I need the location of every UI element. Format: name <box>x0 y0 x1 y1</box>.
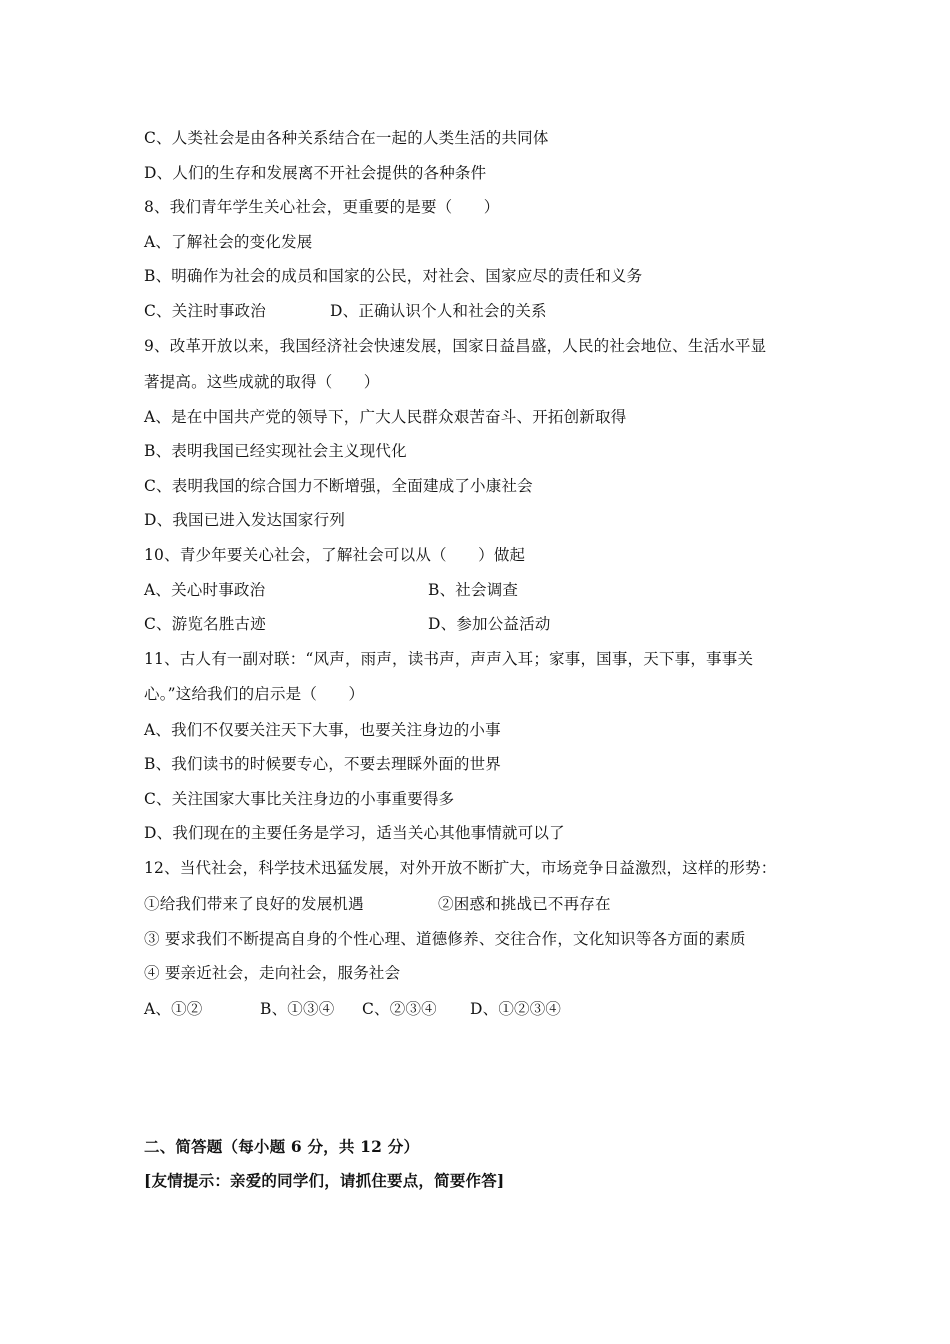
q9-option-c: C、表明我国的综合国力不断增强，全面建成了小康社会 <box>144 477 533 495</box>
q9-stem-line1: 9、改革开放以来，我国经济社会快速发展，国家日益昌盛，人民的社会地位、生活水平显 <box>144 337 767 355</box>
section-2-tip: [友情提示：亲爱的同学们，请抓住要点，简要作答] <box>144 1171 505 1190</box>
q10-stem: 10、青少年要关心社会，了解社会可以从（ ）做起 <box>144 546 526 564</box>
q7-option-c: C、人类社会是由各种关系结合在一起的人类生活的共同体 <box>144 129 549 147</box>
q8-option-d: D、正确认识个人和社会的关系 <box>330 302 547 320</box>
q10-option-d: D、参加公益活动 <box>428 615 551 633</box>
q11-option-d: D、我们现在的主要任务是学习，适当关心其他事情就可以了 <box>144 824 565 842</box>
q12-option-c: C、②③④ <box>362 1000 437 1018</box>
q12-item-2: ②困惑和挑战已不再存在 <box>438 895 611 913</box>
q8-stem: 8、我们青年学生关心社会，更重要的是要（ ） <box>144 198 500 216</box>
q8-option-b: B、明确作为社会的成员和国家的公民，对社会、国家应尽的责任和义务 <box>144 267 643 285</box>
q7-option-d: D、人们的生存和发展离不开社会提供的各种条件 <box>144 164 487 182</box>
q10-option-c: C、游览名胜古迹 <box>144 615 266 633</box>
q12-item-4: ④ 要亲近社会，走向社会，服务社会 <box>144 964 401 982</box>
section-2-heading: 二、简答题（每小题 6 分，共 12 分） <box>144 1137 420 1156</box>
q12-item-1: ①给我们带来了良好的发展机遇 <box>144 895 364 913</box>
q12-stem: 12、当代社会，科学技术迅猛发展，对外开放不断扩大，市场竞争日益激烈，这样的形势： <box>144 859 777 877</box>
q11-stem-line1: 11、古人有一副对联：“风声，雨声，读书声，声声入耳；家事，国事，天下事，事事关 <box>144 650 754 668</box>
q11-option-c: C、关注国家大事比关注身边的小事重要得多 <box>144 790 455 808</box>
q11-option-a: A、我们不仅要关注天下大事，也要关注身边的小事 <box>144 721 501 739</box>
q8-option-c: C、关注时事政治 <box>144 302 266 320</box>
q11-option-b: B、我们读书的时候要专心，不要去理睬外面的世界 <box>144 755 501 773</box>
q9-stem-line2: 著提高。这些成就的取得（ ） <box>144 373 380 391</box>
q11-stem-line2: 心。”这给我们的启示是（ ） <box>144 685 365 703</box>
q12-item-3: ③ 要求我们不断提高自身的个性心理、道德修养、交往合作，文化知识等各方面的素质 <box>144 930 746 948</box>
q10-option-a: A、关心时事政治 <box>144 581 266 599</box>
q12-option-a: A、①② <box>144 1000 203 1018</box>
q12-option-d: D、①②③④ <box>470 1000 562 1018</box>
q9-option-b: B、表明我国已经实现社会主义现代化 <box>144 442 407 460</box>
q10-option-b: B、社会调查 <box>428 581 519 599</box>
q9-option-d: D、我国已进入发达国家行列 <box>144 511 346 529</box>
q8-option-a: A、了解社会的变化发展 <box>144 233 313 251</box>
q9-option-a: A、是在中国共产党的领导下，广大人民群众艰苦奋斗、开拓创新取得 <box>144 408 627 426</box>
q12-option-b: B、①③④ <box>260 1000 335 1018</box>
